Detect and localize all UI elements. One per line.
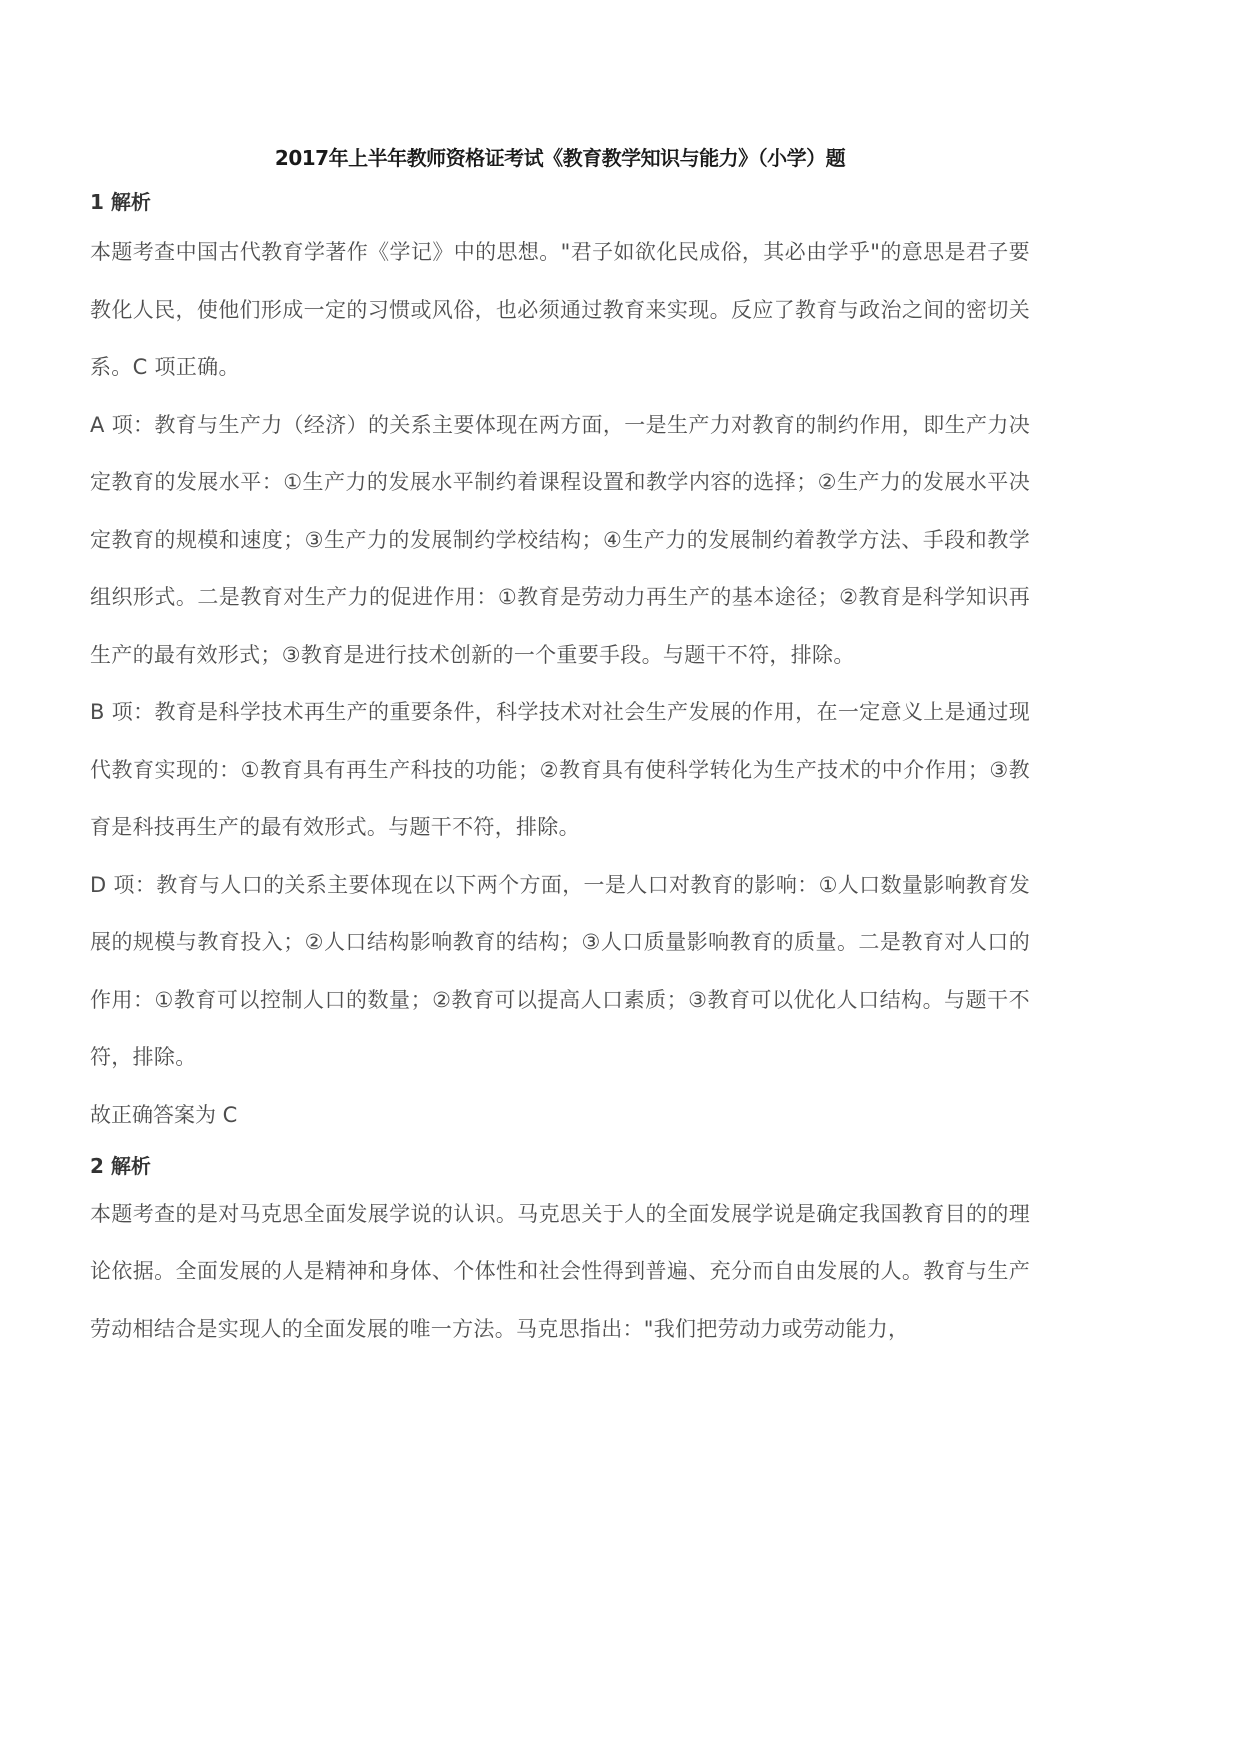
correct-answer: 故正确答案为 C: [90, 1102, 238, 1127]
analysis-paragraph-intro: 本题考查中国古代教育学著作《学记》中的思想。"君子如欲化民成俗，其必由学乎"的意思是君子要教化人民，使他们形成一定的习惯或风俗，也必须通过教育来实现。反应了教育与政治之间的密切关系。C 项正确。: [90, 240, 1030, 379]
analysis-section-1: [90, 188, 1030, 1144]
analysis-section-2: [90, 1152, 1030, 1359]
section-heading: 2 解析: [90, 1153, 151, 1178]
analysis-paragraph-option-a: A 项：教育与生产力（经济）的关系主要体现在两方面，一是生产力对教育的制约作用，即生产力决定教育的发展水平：①生产力的发展水平制约着课程设置和教学内容的选择；②生产力的发展水平决定教育的规模和速度；③生产力的发展制约学校结构；④生产力的发展制约着教学方法、手段和教学组织形式。二是教育对生产力的促进作用：①教育是劳动力再生产的基本途径；②教育是科学知识再生产的最有效形式；③教育是进行技术创新的一个重要手段。与题干不符，排除。: [90, 412, 1030, 667]
analysis-paragraph-option-d: D 项：教育与人口的关系主要体现在以下两个方面，一是人口对教育的影响：①人口数量影响教育发展的规模与教育投入；②人口结构影响教育的结构；③人口质量影响教育的质量。二是教育对人口的作用：①教育可以控制人口的数量；②教育可以提高人口素质；③教育可以优化人口结构。与题干不符，排除。: [90, 872, 1030, 1069]
section-heading: 1 解析: [90, 190, 151, 214]
document-page: [90, 138, 1030, 1358]
document-title: 2017年上半年教师资格证考试《教育教学知识与能力》（小学）题: [274, 146, 846, 170]
analysis-paragraph-option-b: B 项：教育是科学技术再生产的重要条件，科学技术对社会生产发展的作用，在一定意义上是通过现代教育实现的：①教育具有再生产科技的功能；②教育具有使科学转化为生产技术的中介作用；③教育是科技再生产的最有效形式。与题干不符，排除。: [90, 700, 1030, 839]
analysis-paragraph-intro: 本题考查的是对马克思全面发展学说的认识。马克思关于人的全面发展学说是确定我国教育目的的理论依据。全面发展的人是精神和身体、个体性和社会性得到普遍、充分而自由发展的人。教育与生产劳动相结合是实现人的全面发展的唯一方法。马克思指出："我们把劳动力或劳动能力，: [90, 1201, 1030, 1341]
